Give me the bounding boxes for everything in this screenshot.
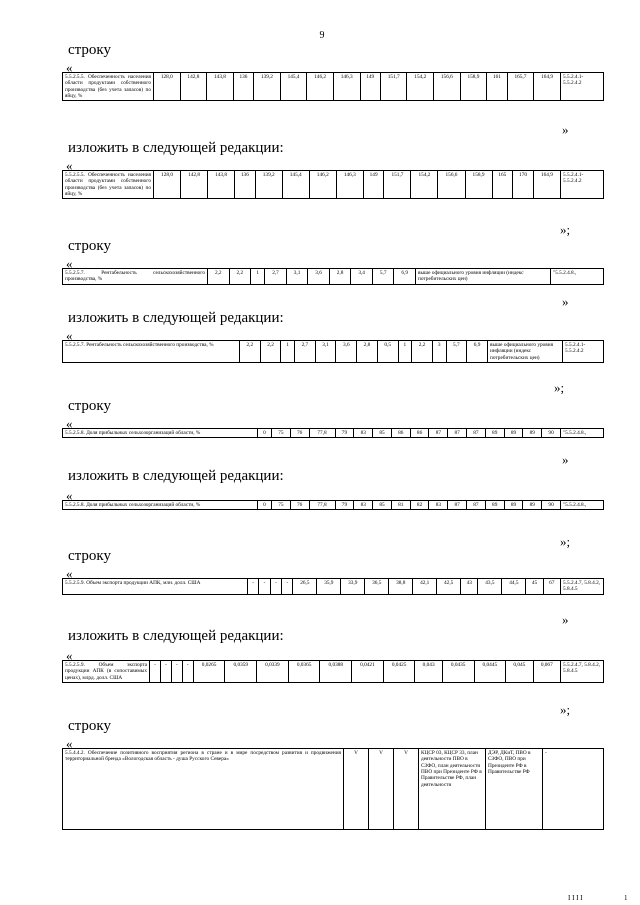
value-cell: 142,8 <box>180 73 207 101</box>
open-quote: « <box>66 60 73 75</box>
value-cell: 3,1 <box>286 269 308 285</box>
value-cell: 139,2 <box>255 171 282 199</box>
value-cell: 161 <box>487 73 507 101</box>
reference-cell: "5.5.2.4.8., <box>561 429 604 438</box>
heading-new-edition: изложить в следующей редакции: <box>68 628 284 644</box>
value-cell: 139,2 <box>254 73 281 101</box>
value-cell: 128,0 <box>154 73 181 101</box>
open-quote: « <box>66 488 73 503</box>
value-cell: 146,3 <box>336 171 363 199</box>
heading-replace-row: строку <box>68 548 111 564</box>
value-cell: 3,6 <box>336 341 357 363</box>
table-row <box>63 579 604 595</box>
value-cell: 35,9 <box>317 579 341 595</box>
value-cell: 2,7 <box>295 341 316 363</box>
value-cell: 0 <box>258 429 272 438</box>
value-cell: 89 <box>523 501 542 510</box>
value-cell: 0,045 <box>506 661 533 683</box>
value-cell: 156,6 <box>438 171 465 199</box>
executors-cell: ДЭР, ДКиТ, ПВО в СЗФО, ПВО при Президенте РФ в Правительстве РФ <box>486 749 543 830</box>
mark-cell: V <box>344 749 369 830</box>
value-cell: 87 <box>467 429 486 438</box>
value-cell: 75 <box>271 429 290 438</box>
value-cell: 36,5 <box>365 579 389 595</box>
funding-source-cell: КЦСР 03, КЦСР 33, план деятельности ПВО в СЗФО, план деятельности ПВО при Президенте РФ в Правительстве РФ, план деятельности <box>419 749 486 830</box>
value-cell: 83 <box>354 501 373 510</box>
table-row <box>63 341 604 363</box>
close-quote: » <box>562 122 569 137</box>
value-cell: 89 <box>485 429 504 438</box>
reference-cell: 5.5.2.4.1-5.5.2.4.2 <box>561 73 604 101</box>
value-cell: 87 <box>448 429 467 438</box>
value-cell: 43 <box>461 579 478 595</box>
value-cell: 151,7 <box>384 171 411 199</box>
indicator-table <box>62 500 604 510</box>
value-cell: 165 <box>492 171 513 199</box>
value-cell: 164,9 <box>534 73 561 101</box>
value-cell: 77,8 <box>309 429 335 438</box>
value-cell: 43,5 <box>478 579 502 595</box>
close-quote: »; <box>554 380 565 395</box>
value-cell: 143,8 <box>208 171 235 199</box>
value-cell: 83 <box>354 429 373 438</box>
value-cell: 145,4 <box>282 171 309 199</box>
table-row <box>63 501 604 510</box>
close-quote: » <box>562 294 569 309</box>
value-cell: 67 <box>543 579 560 595</box>
value-cell: 87 <box>467 501 486 510</box>
table-row <box>63 171 604 199</box>
value-cell: 2,7 <box>265 269 287 285</box>
value-cell: 2,2 <box>260 341 281 363</box>
value-cell: 2,2 <box>240 341 261 363</box>
value-cell: - <box>259 579 270 595</box>
open-quote: « <box>66 256 73 271</box>
indicator-table <box>62 578 604 595</box>
value-cell: 86 <box>410 429 429 438</box>
value-cell: 0,0421 <box>352 661 384 683</box>
close-quote: »; <box>560 534 571 549</box>
value-cell: 6,9 <box>394 269 416 285</box>
open-quote: « <box>66 566 73 581</box>
indicator-table <box>62 170 604 199</box>
indicator-label: 5.5.2.5.5. Обеспеченность населения области продуктами собственного производства (без учета запасов) по яйцу, % <box>63 171 154 199</box>
heading-replace-row: строку <box>68 398 111 414</box>
value-cell: - <box>171 661 182 683</box>
value-cell: 146,3 <box>333 73 360 101</box>
value-cell: 76 <box>290 429 309 438</box>
value-cell: 165,7 <box>507 73 534 101</box>
value-cell: 3 <box>432 341 446 363</box>
heading-replace-row: строку <box>68 718 111 734</box>
indicator-label: 5.5.2.5.7. Рентабельность сельскохозяйственного производства, % <box>63 269 208 285</box>
table-row <box>63 749 604 830</box>
table-row <box>63 269 604 285</box>
value-cell: 142,8 <box>181 171 208 199</box>
value-cell: 143,8 <box>207 73 234 101</box>
value-cell: 136 <box>235 171 256 199</box>
heading-new-edition: изложить в следующей редакции: <box>68 310 284 326</box>
reference-cell: "5.5.2.4.8., <box>561 501 604 510</box>
value-cell: - <box>248 579 259 595</box>
value-cell: 89 <box>523 429 542 438</box>
value-cell: - <box>182 661 193 683</box>
close-quote: »; <box>560 222 571 237</box>
reference-cell: 5.5.2.4.7, 5.8.4.2, 5.8.4.5 <box>561 579 604 595</box>
footer-mark-left: I I I I <box>568 894 583 902</box>
value-cell: 0,0339 <box>257 661 289 683</box>
heading-new-edition: изложить в следующей редакции: <box>68 468 284 484</box>
indicator-label: 5.5.2.5.8. Доля прибыльных сельхозорганизаций области, % <box>63 501 258 510</box>
heading-replace-row: строку <box>68 42 111 58</box>
value-cell: 0,0365 <box>288 661 320 683</box>
reference-cell: "5.5.2.4.8., <box>551 269 604 285</box>
value-cell: 83 <box>429 501 448 510</box>
value-cell: 26,5 <box>293 579 317 595</box>
value-cell: 3,4 <box>351 269 373 285</box>
value-cell: 0,0388 <box>320 661 352 683</box>
value-cell: 89 <box>504 501 523 510</box>
value-cell: 38,8 <box>389 579 413 595</box>
open-quote: « <box>66 416 73 431</box>
value-cell: - <box>150 661 161 683</box>
value-cell: 3,1 <box>315 341 336 363</box>
open-quote: « <box>66 648 73 663</box>
table-row <box>63 73 604 101</box>
value-cell: 1 <box>398 341 412 363</box>
indicator-label: 5.5.2.5.7. Рентабельность сельскохозяйственного производства, % <box>63 341 240 363</box>
value-cell: 158,9 <box>460 73 487 101</box>
indicator-table <box>62 428 604 438</box>
indicator-label: 5.5.2.5.9. Объем экспорта продукции АПК, млн. долл. США <box>63 579 248 595</box>
activity-table <box>62 748 604 830</box>
value-cell: - <box>270 579 281 595</box>
value-cell: 79 <box>335 429 354 438</box>
indicator-table <box>62 660 604 683</box>
value-cell: 75 <box>271 501 290 510</box>
value-cell: 90 <box>542 501 561 510</box>
value-cell: 2,8 <box>329 269 351 285</box>
value-cell: 85 <box>373 501 392 510</box>
value-cell: 0,067 <box>533 661 560 683</box>
value-cell: 149 <box>363 171 384 199</box>
value-cell: 0,0425 <box>383 661 415 683</box>
value-cell: 170 <box>513 171 534 199</box>
mark-cell: V <box>369 749 394 830</box>
value-cell: 33,9 <box>341 579 365 595</box>
extra-cell: - <box>543 749 604 830</box>
open-quote: « <box>66 736 73 751</box>
value-cell: 1 <box>281 341 295 363</box>
value-cell: 0,0445 <box>474 661 506 683</box>
value-cell: 44,5 <box>502 579 526 595</box>
close-quote: »; <box>560 702 571 717</box>
value-cell: 154,2 <box>407 73 434 101</box>
value-cell: 128,0 <box>154 171 181 199</box>
value-cell: 2,2 <box>412 341 433 363</box>
heading-replace-row: строку <box>68 238 111 254</box>
value-cell: 0,0359 <box>225 661 257 683</box>
value-cell: 146,2 <box>309 171 336 199</box>
value-cell: 5,7 <box>446 341 467 363</box>
value-cell: 90 <box>542 429 561 438</box>
value-cell: 3,6 <box>308 269 330 285</box>
close-quote: » <box>562 612 569 627</box>
value-cell: 85 <box>373 429 392 438</box>
value-cell: 0,0435 <box>442 661 474 683</box>
value-cell: 81 <box>391 501 410 510</box>
table-row <box>63 429 604 438</box>
value-cell: 89 <box>504 429 523 438</box>
value-cell: 42,5 <box>437 579 461 595</box>
note-cell: выше официального уровня инфляции (индекс потребительских цен) <box>488 341 563 363</box>
footer-mark-right: 1 <box>624 894 628 902</box>
value-cell: 0,5 <box>377 341 398 363</box>
indicator-table <box>62 268 604 285</box>
value-cell: 2,8 <box>357 341 378 363</box>
heading-new-edition: изложить в следующей редакции: <box>68 140 284 156</box>
value-cell: 0 <box>258 501 272 510</box>
value-cell: 2,2 <box>229 269 251 285</box>
value-cell: 5,7 <box>372 269 394 285</box>
reference-cell: 5.5.2.4.1-5.5.2.4.2 <box>561 171 604 199</box>
value-cell: 158,9 <box>465 171 492 199</box>
note-cell: выше официального уровня инфляции (индекс потребительских цен) <box>416 269 551 285</box>
value-cell: 2,2 <box>208 269 230 285</box>
value-cell: - <box>282 579 293 595</box>
value-cell: 89 <box>485 501 504 510</box>
value-cell: 149 <box>360 73 380 101</box>
value-cell: 87 <box>448 501 467 510</box>
page-number: 9 <box>319 30 325 41</box>
value-cell: 164,9 <box>533 171 560 199</box>
close-quote: » <box>562 452 569 467</box>
table-row <box>63 661 604 683</box>
value-cell: 145,4 <box>280 73 307 101</box>
mark-cell: V <box>394 749 419 830</box>
value-cell: 136 <box>233 73 253 101</box>
value-cell: 82 <box>410 501 429 510</box>
reference-cell: 5.5.2.4.1-5.5.2.4.2 <box>563 341 604 363</box>
indicator-table <box>62 340 604 363</box>
value-cell: - <box>160 661 171 683</box>
open-quote: « <box>66 158 73 173</box>
value-cell: 1 <box>251 269 265 285</box>
value-cell: 77,8 <box>309 501 335 510</box>
value-cell: 45 <box>526 579 543 595</box>
value-cell: 87 <box>429 429 448 438</box>
value-cell: 154,2 <box>411 171 438 199</box>
value-cell: 146,2 <box>307 73 334 101</box>
value-cell: 42,1 <box>413 579 437 595</box>
value-cell: 76 <box>290 501 309 510</box>
value-cell: 156,6 <box>434 73 461 101</box>
value-cell: 151,7 <box>380 73 407 101</box>
indicator-label: 5.5.2.5.5. Обеспеченность населения области продуктами собственного производства (без учета запасов) по яйцу, % <box>63 73 154 101</box>
reference-cell: 5.5.2.4.7, 5.8.4.2, 5.8.4.5 <box>561 661 604 683</box>
value-cell: 86 <box>391 429 410 438</box>
value-cell: 79 <box>335 501 354 510</box>
indicator-table <box>62 72 604 101</box>
open-quote: « <box>66 328 73 343</box>
indicator-label: 5.5.2.5.8. Доля прибыльных сельхозорганизаций области, % <box>63 429 258 438</box>
indicator-label: 5.5.2.5.9. Объем экспорта продукции АПК (в сопоставимых ценах), млрд. долл. США <box>63 661 150 683</box>
activity-label: 5.5.4.4.2. Обеспечение позитивного восприятия региона в стране и в мире посредством развития и продвижения территориальной бренда «Вологодская область - душа Русского Севера» <box>63 749 344 830</box>
value-cell: 6,9 <box>467 341 488 363</box>
value-cell: 0,043 <box>415 661 442 683</box>
value-cell: 0,0265 <box>193 661 225 683</box>
